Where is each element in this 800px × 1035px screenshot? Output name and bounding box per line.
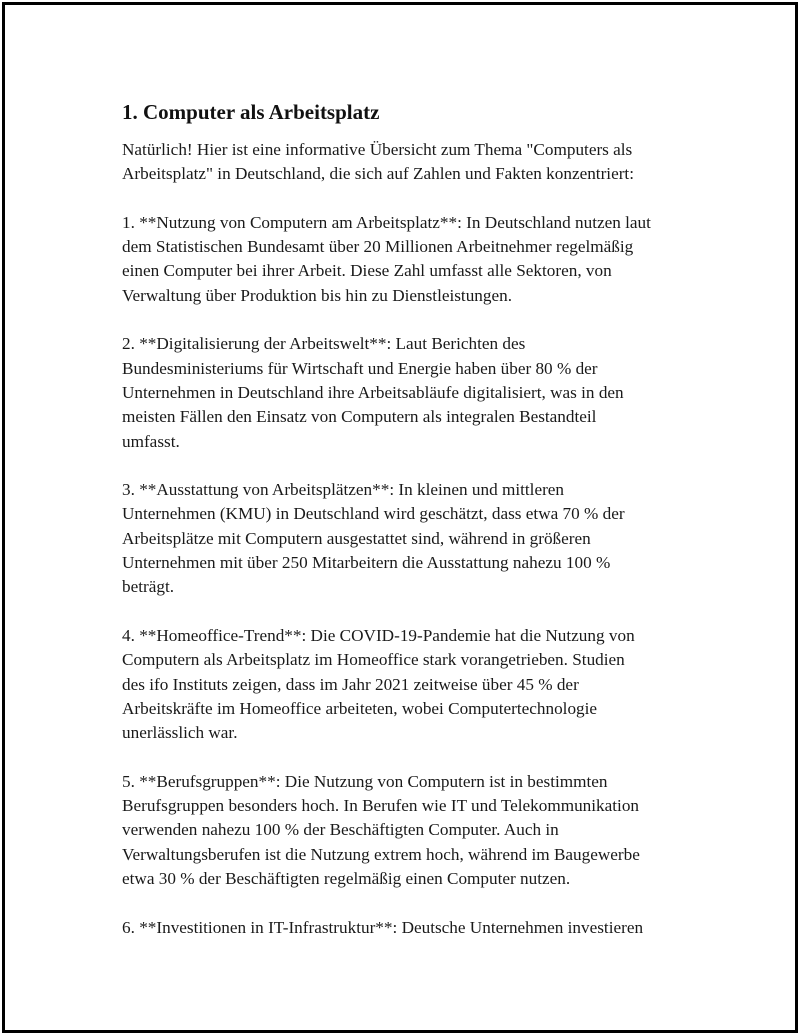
text-line: Verwaltung über Produktion bis hin zu Dienstleistungen. xyxy=(122,285,513,305)
text-line: Bundesministeriums für Wirtschaft und Energie haben über 80 % der xyxy=(122,358,598,378)
text-line: 2. **Digitalisierung der Arbeitswelt**: Laut Berichten des xyxy=(122,334,526,354)
paragraph-item-5 xyxy=(122,770,702,891)
text-line: Unternehmen (KMU) in Deutschland wird geschätzt, dass etwa 70 % der xyxy=(122,504,625,524)
text-line: 3. **Ausstattung von Arbeitsplätzen**: In kleinen und mittleren xyxy=(122,480,565,500)
page-frame xyxy=(2,2,798,1033)
text-line: etwa 30 % der Beschäftigten regelmäßig einen Computer nutzen. xyxy=(122,868,571,888)
text-line: 5. **Berufsgruppen**: Die Nutzung von Computern ist in bestimmten xyxy=(122,771,608,791)
paragraph-item-1 xyxy=(122,211,702,308)
text-line: unerlässlich war. xyxy=(122,723,238,743)
paragraph-item-4 xyxy=(122,624,702,745)
paragraph-item-6 xyxy=(122,916,702,940)
text-line: des ifo Instituts zeigen, dass im Jahr 2021 zeitweise über 45 % der xyxy=(122,674,579,694)
text-line: 4. **Homeoffice-Trend**: Die COVID-19-Pandemie hat die Nutzung von xyxy=(122,625,635,645)
text-line: Arbeitsplätze mit Computern ausgestattet sind, während in größeren xyxy=(122,528,591,548)
text-line: Arbeitskräfte im Homeoffice arbeiteten, wobei Computertechnologie xyxy=(122,698,598,718)
paragraph-item-3 xyxy=(122,478,702,599)
text-line: 1. **Nutzung von Computern am Arbeitsplatz**: In Deutschland nutzen laut xyxy=(122,212,651,232)
text-line: Computern als Arbeitsplatz im Homeoffice stark vorangetrieben. Studien xyxy=(122,650,625,670)
paragraph-item-2 xyxy=(122,332,702,453)
text-line: verwenden nahezu 100 % der Beschäftigten Computer. Auch in xyxy=(122,820,559,840)
intro-paragraph xyxy=(122,138,702,187)
text-line: Natürlich! Hier ist eine informative Übersicht zum Thema "Computers als xyxy=(122,140,633,159)
text-line: Arbeitsplatz" in Deutschland, die sich auf Zahlen und Fakten konzentriert: xyxy=(122,164,634,184)
text-line: meisten Fällen den Einsatz von Computern als integralen Bestandteil xyxy=(122,407,597,427)
text-line: Unternehmen in Deutschland ihre Arbeitsabläufe digitalisiert, was in den xyxy=(122,382,624,402)
text-line: Unternehmen mit über 250 Mitarbeitern die Ausstattung nahezu 100 % xyxy=(122,553,611,573)
text-line: einen Computer bei ihrer Arbeit. Diese Zahl umfasst alle Sektoren, von xyxy=(122,261,612,281)
document-heading: 1. Computer als Arbeitsplatz xyxy=(122,100,380,124)
text-line: dem Statistischen Bundesamt über 20 Millionen Arbeitnehmer regelmäßig xyxy=(122,237,634,257)
text-line: beträgt. xyxy=(122,577,175,597)
text-line: Berufsgruppen besonders hoch. In Berufen wie IT und Telekommunikation xyxy=(122,796,640,816)
text-line: 6. **Investitionen in IT-Infrastruktur**: Deutsche Unternehmen investieren xyxy=(122,917,644,937)
text-line: Verwaltungsberufen ist die Nutzung extrem hoch, während im Baugewerbe xyxy=(122,844,640,864)
text-line: umfasst. xyxy=(122,431,180,451)
document-body xyxy=(122,99,702,964)
